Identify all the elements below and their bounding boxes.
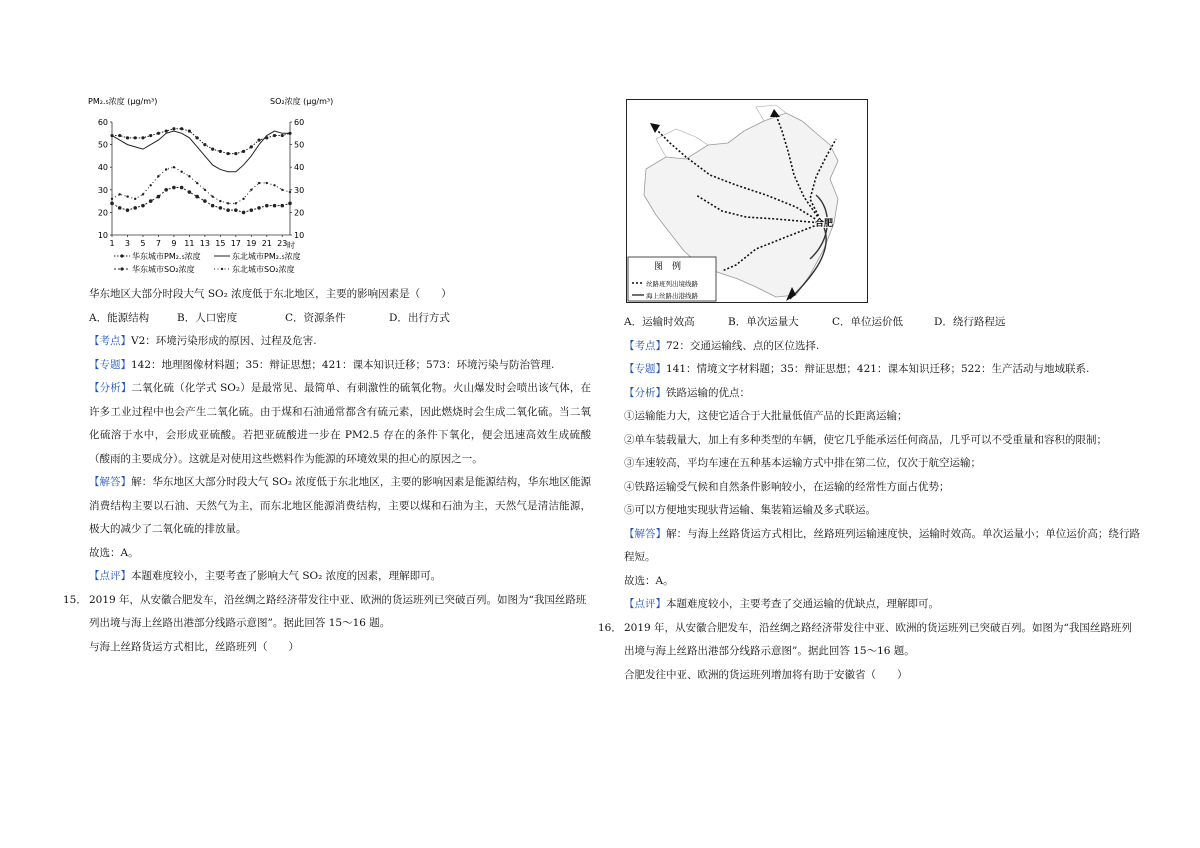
series-1-point <box>219 150 222 153</box>
series-1-point <box>250 145 253 148</box>
x-tick-label: 23 <box>277 239 288 248</box>
series-1-point <box>196 136 199 139</box>
x-tick-label: 13 <box>199 239 210 248</box>
y-tick-label-left: 60 <box>97 118 108 127</box>
legend-northeast-so2: 东北城市SO₂浓度 <box>232 265 295 274</box>
q14-option-c[interactable]: C．资源条件 <box>285 311 346 324</box>
answer-choice: 故选：A。 <box>624 574 674 587</box>
series-3-point <box>257 206 261 210</box>
series-1-point <box>165 129 168 132</box>
series-1-point <box>281 134 284 137</box>
map-legend-sea: 海上丝路出港线路 <box>646 292 698 300</box>
kaodian-tag: 【考点】 <box>89 335 131 347</box>
series-3-point <box>172 186 176 190</box>
series-1-point <box>242 150 245 153</box>
kaodian-text: V2：环境污染形成的原因、过程及危害. <box>131 335 317 347</box>
zhuanti-text: 142：地理图像材料题；35：辩证思想；421：课本知识迁移；573：环境污染与防治管理. <box>131 358 555 371</box>
series-4-point <box>165 168 167 170</box>
x-tick-label: 1 <box>109 239 115 248</box>
series-3-point <box>250 208 254 212</box>
q14-options <box>89 307 591 331</box>
series-3-point <box>288 202 292 206</box>
q15-option-c[interactable]: C．单位运价低 <box>832 316 904 328</box>
jieda-text: 解：华东地区大部分时段大气 SO₂ 浓度低于东北地区，主要的影响因素是能源结构，华东地区能源消费结构主要以石油、天然气为主，而东北地区能源消费结构，主要以煤和石油为主，天然气是清洁能源，极大的减少了二氧化硫的排放量。 <box>89 476 592 535</box>
series-4-point <box>204 189 206 191</box>
q15-number: 15． <box>63 593 87 606</box>
zhuanti-tag: 【专题】 <box>89 358 131 371</box>
series-1-point <box>203 143 206 146</box>
series-1-point <box>157 132 160 135</box>
legend-northeast-pm25: 东北城市PM₂.₅浓度 <box>232 252 301 261</box>
y-tick-label-right: 50 <box>294 140 305 150</box>
series-1-point <box>180 127 183 130</box>
series-1-point <box>211 148 214 151</box>
series-3-point <box>126 208 130 212</box>
dianping <box>89 565 591 589</box>
q14-option-b[interactable]: B．人口密度 <box>177 311 238 324</box>
series-3-point <box>149 199 153 203</box>
fenxi-tag: 【分析】 <box>624 386 666 399</box>
series-4-point <box>157 175 159 177</box>
series-3-point <box>141 204 145 208</box>
right-column <box>598 311 1140 687</box>
series-3-point <box>203 199 207 203</box>
x-tick-label: 3 <box>124 239 131 248</box>
x-tick-label: 7 <box>155 239 161 248</box>
jieda-tag: 【解答】 <box>624 527 667 540</box>
y-tick-label-right: 60 <box>294 118 305 127</box>
q15-ask: 与海上丝路货运方式相比，丝路班列（ ） <box>89 640 299 653</box>
chart-plot-area <box>98 118 304 248</box>
series-4-point <box>180 171 182 173</box>
series-1-point <box>118 134 121 137</box>
jieda-text: 解：与海上丝路货运方式相比，丝路班列运输速度快，运输时效高。单次运量小；单位运价高；绕行路程短。 <box>624 527 1140 563</box>
x-tick-label: 9 <box>171 239 177 248</box>
series-3-point <box>164 188 168 192</box>
series-4-point <box>258 182 260 184</box>
x-unit-label: 时 <box>287 241 295 250</box>
series-4-point <box>149 184 151 186</box>
series-3-point <box>234 208 238 212</box>
point-2: ②单车装载量大，加上有多种类型的车辆，使它几乎能承运任何商品，几乎可以不受重量和容积的限制； <box>624 433 1107 446</box>
series-3-point <box>180 186 184 190</box>
y-tick-label-left: 30 <box>97 185 108 195</box>
series-1-point <box>126 136 129 139</box>
q16-stem-text: 2019 年，从安徽合肥发车，沿丝绸之路经济带发往中亚、欧洲的货运班列已突破百列。如图为“我国丝路班列出境与海上丝路出港部分线路示意图”。据此回答 15～16 题。 <box>624 621 1132 657</box>
kaodian <box>89 330 591 354</box>
map-legend-rail: 丝路班列出境线路 <box>646 280 698 288</box>
series-3-point <box>157 195 161 199</box>
series-4-point <box>126 195 128 197</box>
right-axis-label: SO₂浓度 (μg/m³) <box>270 97 334 106</box>
series-line-1 <box>112 129 290 154</box>
series-1-point <box>226 152 229 155</box>
fenxi-tag: 【分析】 <box>89 382 132 394</box>
series-4-point <box>111 198 113 200</box>
x-tick-label: 17 <box>230 239 241 248</box>
zhuanti <box>89 354 591 378</box>
series-1-point <box>273 134 276 137</box>
series-4-point <box>173 166 175 168</box>
series-3-point <box>110 202 114 206</box>
q14-option-d[interactable]: D．出行方式 <box>389 311 450 324</box>
y-tick-label-left: 10 <box>97 231 108 240</box>
series-1-point <box>141 136 144 139</box>
zhuanti <box>624 358 1140 382</box>
kaodian-text: 72：交通运输线、点的区位选择. <box>666 339 820 352</box>
y-tick-label-right: 20 <box>294 208 305 218</box>
jieda-tag: 【解答】 <box>89 476 132 488</box>
chart-legend <box>114 251 301 274</box>
series-3-point <box>188 190 192 194</box>
series-4-point <box>119 193 121 195</box>
series-1-point <box>172 127 175 130</box>
series-4-point <box>134 198 136 200</box>
series-3-point <box>118 206 122 210</box>
y-tick-label-right: 40 <box>294 163 305 173</box>
silk-road-route-map <box>626 99 868 303</box>
dianping <box>624 593 1140 617</box>
series-1-point <box>149 134 152 137</box>
q15-option-b[interactable]: B．单次运量大 <box>728 316 799 328</box>
jieda <box>89 471 591 542</box>
q14-question: 华东地区大部分时段大气 SO₂ 浓度低于东北地区，主要的影响因素是（ ） <box>89 288 452 300</box>
x-tick-label: 19 <box>246 239 257 248</box>
series-4-point <box>227 202 229 204</box>
map-legend-title: 图 例 <box>654 262 682 272</box>
series-4-point <box>281 189 283 191</box>
city-label-hefei: 合肥 <box>815 219 834 229</box>
series-3-point <box>273 204 277 208</box>
y-tick-label-left: 20 <box>97 208 108 218</box>
series-4-point <box>289 191 291 193</box>
point-4: ④铁路运输受气候和自然条件影响较小，在运输的经常性方面占优势； <box>624 480 950 493</box>
fenxi-text: 二氧化硫（化学式 SO₂）是最常见、最简单、有刺激性的硫氧化物。火山爆发时会喷出该气体，在许多工业过程中也会产生二氧化硫。由于煤和石油通常都含有硫元素，因此燃烧时会生成二氧化硫。当二氧化硫溶于水中，会形成亚硫酸。若把亚硫酸进一步在 PM2.5 存在的条件下氧化，便会迅速高效生成硫酸（酸雨的主要成分）。这就是对使用这些燃料作为能源的环境效果的担心的原因之一。 <box>89 382 591 465</box>
left-axis-label: PM₂.₅浓度 (μg/m³) <box>88 97 158 106</box>
series-3-point <box>211 204 215 208</box>
series-3-point <box>133 206 137 210</box>
q16-number: 16． <box>598 621 622 634</box>
q16-ask: 合肥发往中亚、欧洲的货运班列增加将有助于安徽省（ ） <box>624 668 908 681</box>
jieda <box>624 523 1140 570</box>
series-4-point <box>235 202 237 204</box>
point-3: ③车速较高，平均车速在五种基本运输方式中排在第二位，仅次于航空运输； <box>624 457 981 469</box>
fenxi <box>89 377 591 471</box>
series-4-point <box>211 195 213 197</box>
series-4-point <box>142 193 144 195</box>
legend-east-pm25: 华东城市PM₂.₅浓度 <box>132 252 201 261</box>
series-4-point <box>219 200 221 202</box>
series-4-point <box>250 189 252 191</box>
x-tick-label: 5 <box>140 239 146 248</box>
q15-options <box>624 311 1140 335</box>
left-column <box>63 283 592 659</box>
x-tick-label: 21 <box>261 239 272 248</box>
series-3-point <box>265 204 269 208</box>
x-tick-label: 15 <box>215 239 226 248</box>
series-3-point <box>219 206 223 210</box>
series-1-point <box>188 129 191 132</box>
answer-choice: 故选：A。 <box>89 546 139 559</box>
y-tick-label-left: 50 <box>97 140 108 150</box>
zhuanti-tag: 【专题】 <box>624 363 666 375</box>
series-3-point <box>195 195 199 199</box>
fenxi <box>624 382 1140 406</box>
pm25-so2-chart <box>84 94 344 278</box>
point-1: ①运输能力大，这使它适合于大批量低值产品的长距离运输； <box>624 410 908 422</box>
dianping-tag: 【点评】 <box>89 570 131 582</box>
series-4-point <box>196 182 198 184</box>
series-4-point <box>273 184 275 186</box>
dianping-tag: 【点评】 <box>624 598 666 610</box>
y-tick-label-right: 10 <box>294 231 305 240</box>
series-1-point <box>257 138 260 141</box>
x-tick-label: 11 <box>184 239 195 248</box>
dianping-text: 本题难度较小，主要考查了影响大气 SO₂ 浓度的因素，理解即可。 <box>131 570 442 582</box>
dianping-text: 本题难度较小，主要考查了交通运输的优缺点，理解即可。 <box>666 598 939 610</box>
series-1-point <box>234 152 237 155</box>
legend-east-so2: 华东城市SO₂浓度 <box>132 265 195 274</box>
zhuanti-text: 141：情境文字材料题；35：辩证思想；421：课本知识迁移；522：生产活动与地域联系. <box>666 363 1090 375</box>
kaodian-tag: 【考点】 <box>624 339 666 352</box>
series-4-point <box>188 175 190 177</box>
q15-option-d[interactable]: D．绕行路程远 <box>934 316 1006 328</box>
series-3-point <box>242 211 246 215</box>
series-line-3 <box>112 188 290 213</box>
q15-stem-text: 2019 年，从安徽合肥发车，沿丝绸之路经济带发往中亚、欧洲的货运班列已突破百列。如图为“我国丝路班列出境与海上丝路出港部分线路示意图”。据此回答 15～16 题。 <box>89 593 587 629</box>
y-tick-label-right: 30 <box>294 185 305 195</box>
y-tick-label-left: 40 <box>97 163 108 173</box>
point-5: ⑤可以方便地实现驮背运输、集装箱运输及多式联运。 <box>624 504 876 516</box>
series-3-point <box>280 204 284 208</box>
q14-option-a[interactable]: A．能源结构 <box>89 311 150 324</box>
q16-stem <box>598 617 1140 664</box>
series-4-point <box>266 182 268 184</box>
fenxi-text: 铁路运输的优点： <box>666 386 750 399</box>
series-3-point <box>226 208 230 212</box>
kaodian <box>624 335 1140 359</box>
series-4-point <box>242 198 244 200</box>
series-line-4 <box>112 167 290 203</box>
q15-stem <box>63 589 591 636</box>
series-line-2 <box>112 131 290 172</box>
q15-option-a[interactable]: A．运输时效高 <box>624 316 695 328</box>
series-1-point <box>134 136 137 139</box>
